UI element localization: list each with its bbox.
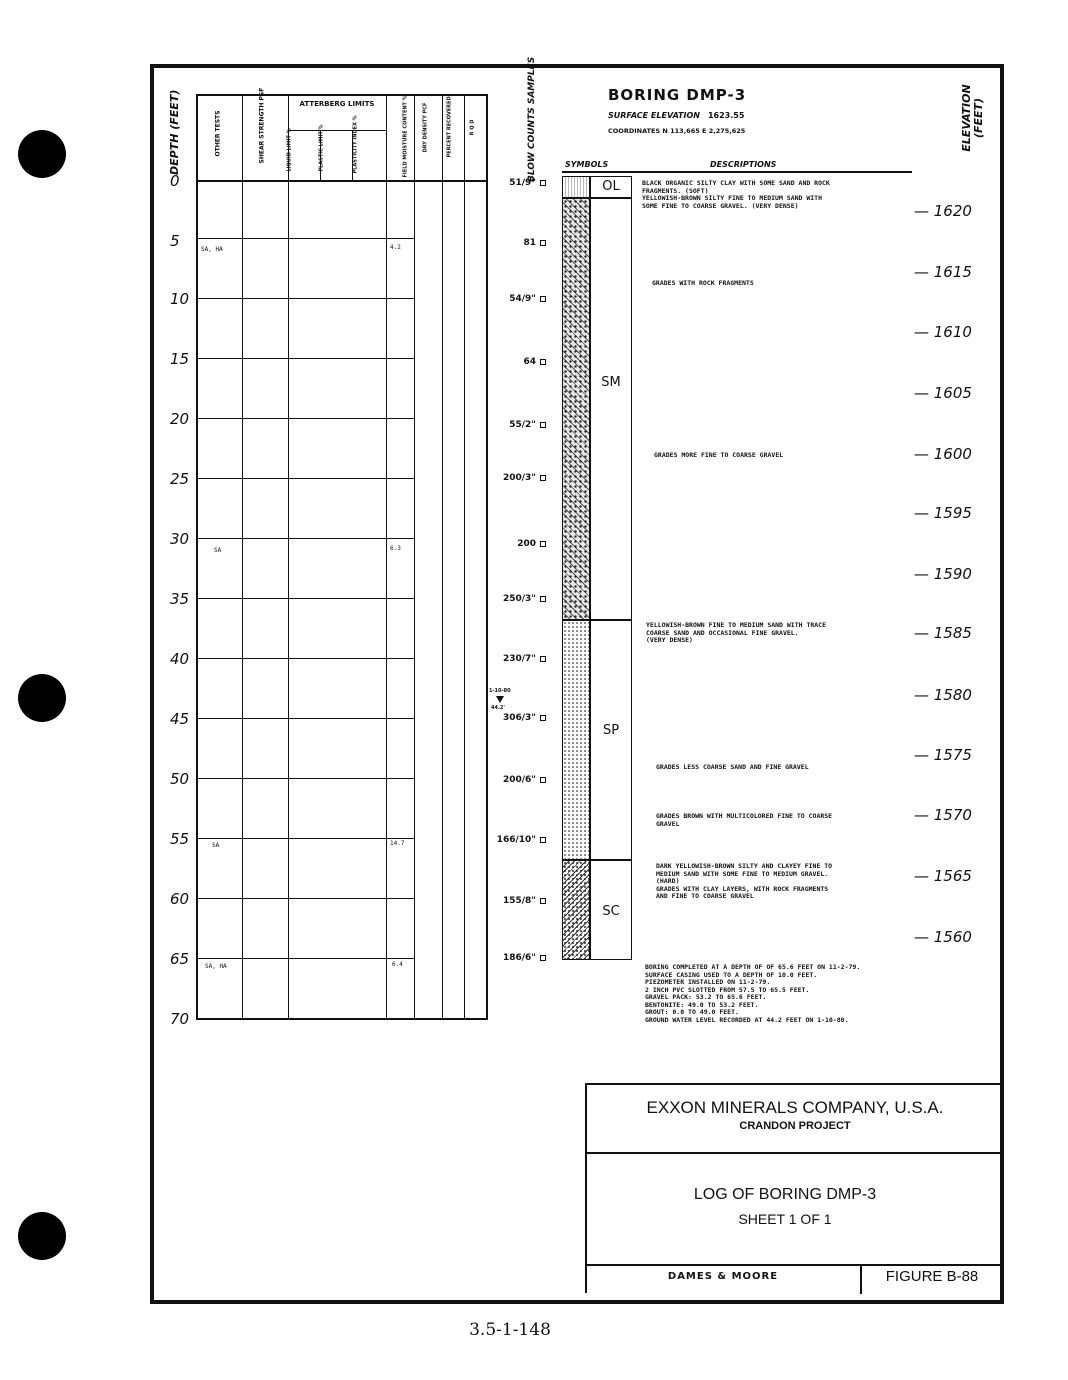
other-tests-value: SA, HA xyxy=(205,963,227,970)
punch-hole xyxy=(18,674,66,722)
depth-tick: 50 xyxy=(170,770,190,788)
ol-symbol xyxy=(562,176,590,198)
blow-count: 200/6" xyxy=(502,775,536,785)
elevation-tick: — 1580 xyxy=(914,686,972,704)
stratum-sp: SP xyxy=(590,620,632,860)
punch-hole xyxy=(18,1212,66,1260)
sample-icon xyxy=(540,955,546,961)
sample-icon xyxy=(540,596,546,602)
depth-tick: 20 xyxy=(170,410,190,428)
depth-tick: 70 xyxy=(170,1010,190,1028)
sample-icon xyxy=(540,359,546,365)
blow-count: 306/3" xyxy=(502,713,536,723)
title-block-divider xyxy=(585,1152,1003,1154)
stratum-sc: SC xyxy=(590,860,632,960)
depth-header: DEPTH (FEET) xyxy=(168,89,181,175)
moisture-value: 4.2 xyxy=(390,244,401,251)
blow-count: 155/8" xyxy=(502,896,536,906)
elevation-tick: — 1585 xyxy=(914,624,972,642)
description: GRADES BROWN WITH MULTICOLORED FINE TO COARSE GRAVEL xyxy=(656,812,833,828)
sample-icon xyxy=(540,656,546,662)
depth-tick: 55 xyxy=(170,830,190,848)
depth-tick: 40 xyxy=(170,650,190,668)
elevation-tick: — 1565 xyxy=(914,867,972,885)
liquid-limit-header: LIQUID LIMIT % xyxy=(286,128,293,172)
plasticity-index-header: PLASTICITY INDEX % xyxy=(352,115,359,174)
boring-title: BORING DMP-3 xyxy=(608,86,747,104)
blow-count: 200 xyxy=(517,539,536,549)
elevation-tick: — 1560 xyxy=(914,928,972,946)
company-name: EXXON MINERALS COMPANY, U.S.A. xyxy=(646,1098,944,1117)
sc-symbol xyxy=(562,860,590,960)
description: YELLOWISH-BROWN FINE TO MEDIUM SAND WITH TRACE COARSE SAND AND OCCASIONAL FINE GRAVEL. (VERY DENSE) xyxy=(646,621,827,644)
sample-icon xyxy=(540,296,546,302)
elevation-tick: — 1575 xyxy=(914,746,972,764)
depth-tick: 35 xyxy=(170,590,190,608)
depth-tick: 45 xyxy=(170,710,190,728)
sample-icon xyxy=(540,837,546,843)
elevation-tick: — 1590 xyxy=(914,565,972,583)
depth-tick: 5 xyxy=(170,232,180,250)
descriptions-header: DESCRIPTIONS xyxy=(710,160,777,169)
elevation-tick: — 1595 xyxy=(914,504,972,522)
sample-icon xyxy=(540,180,546,186)
sample-icon xyxy=(540,898,546,904)
sample-icon xyxy=(540,541,546,547)
elevation-tick: — 1570 xyxy=(914,806,972,824)
boring-notes: BORING COMPLETED AT A DEPTH OF OF 65.6 FEET ON 11-2-79. SURFACE CASING USED TO A DEPTH OF 10.0 FEET. PIEZOMETER INSTALLED ON 11-2-79. 2 INCH PVC SLOTTED FROM 57.5 TO 65.5 FEET. GRAVEL PACK: 53.2 TO 65.6 FEET. BENTONITE: 49.0 TO 53.2 FEET. GROUT: 0.0 TO 49.0 FEET. GROUND WATER LEVEL RECORDED AT 44.2 FEET ON 1-10-80. xyxy=(645,963,861,1024)
other-tests-value: SA xyxy=(214,547,222,554)
sample-icon xyxy=(540,475,546,481)
test-data-grid xyxy=(196,87,488,1020)
water-level-icon xyxy=(496,696,504,703)
coordinates: COORDINATES N 113,665 E 2,275,625 xyxy=(608,127,746,135)
plastic-limit-header: PLASTIC LIMIT % xyxy=(318,124,325,172)
moisture-header: FIELD MOISTURE CONTENT % xyxy=(402,95,409,178)
depth-tick: 60 xyxy=(170,890,190,908)
sample-icon xyxy=(540,422,546,428)
blow-count: 166/10" xyxy=(496,835,536,845)
depth-tick: 30 xyxy=(170,530,190,548)
blow-count: 200/3" xyxy=(502,473,536,483)
sample-icon xyxy=(540,777,546,783)
header-rule xyxy=(562,171,912,173)
blow-counts-header: BLOW COUNTS SAMPLES xyxy=(527,56,537,182)
elevation-tick: — 1605 xyxy=(914,384,972,402)
atterberg-header: ATTERBERG LIMITS xyxy=(299,100,375,108)
depth-tick: 15 xyxy=(170,350,190,368)
punch-hole xyxy=(18,130,66,178)
figure-number: FIGURE B-88 xyxy=(885,1268,979,1285)
title-block-divider xyxy=(585,1264,1003,1266)
stratum-ol: OL xyxy=(590,176,632,198)
moisture-value: 14.7 xyxy=(390,840,405,847)
elevation-tick: — 1615 xyxy=(914,263,972,281)
sm-symbol xyxy=(562,198,590,620)
firm-name: DAMES & MOORE xyxy=(667,1271,779,1282)
description: BLACK ORGANIC SILTY CLAY WITH SOME SAND AND ROCK FRAGMENTS. (SOFT) YELLOWISH-BROWN SILTY FINE TO MEDIUM SAND WITH SOME FINE TO COARSE GRAVEL. (VERY DENSE) xyxy=(642,179,830,210)
moisture-value: 6.4 xyxy=(392,961,403,968)
description: DARK YELLOWISH-BROWN SILTY AND CLAYEY FINE TO MEDIUM SAND WITH SOME FINE TO MEDIUM GRAVEL. (HARD) GRADES WITH CLAY LAYERS, WITH ROCK FRAGMENTS AND FINE TO COARSE GRAVEL xyxy=(656,862,833,900)
blow-count: 250/3" xyxy=(502,594,536,604)
blow-count: 186/6" xyxy=(502,953,536,963)
sample-icon xyxy=(540,240,546,246)
elevation-tick: — 1610 xyxy=(914,323,972,341)
elevation-tick: — 1620 xyxy=(914,202,972,220)
description: GRADES MORE FINE TO COARSE GRAVEL xyxy=(654,451,784,459)
page-number: 3.5-1-148 xyxy=(469,1320,551,1340)
stratum-sm: SM xyxy=(590,198,632,620)
depth-tick: 25 xyxy=(170,470,190,488)
sheet-number: SHEET 1 OF 1 xyxy=(738,1211,832,1227)
blow-count: 81 xyxy=(523,238,536,248)
depth-tick: 10 xyxy=(170,290,190,308)
rqd-header: R Q D xyxy=(469,119,476,136)
percent-recovered-header: PERCENT RECOVERED xyxy=(446,96,453,158)
water-level-depth: 44.2' xyxy=(491,705,505,711)
blow-count: 51/9" xyxy=(509,178,536,188)
symbols-header: SYMBOLS xyxy=(565,160,609,169)
description: GRADES WITH ROCK FRAGMENTS xyxy=(652,279,754,287)
depth-tick: 0 xyxy=(170,172,180,190)
other-tests-value: SA xyxy=(212,842,220,849)
other-tests-value: SA, HA xyxy=(201,246,223,253)
blow-count: 64 xyxy=(523,357,536,367)
description: GRADES LESS COARSE SAND AND FINE GRAVEL xyxy=(656,763,809,771)
elevation-tick: — 1600 xyxy=(914,445,972,463)
other-tests-header: OTHER TESTS xyxy=(214,110,222,157)
log-title: LOG OF BORING DMP-3 xyxy=(693,1186,877,1203)
sample-icon xyxy=(540,715,546,721)
surface-elevation: SURFACE ELEVATION 1623.55 xyxy=(608,111,745,120)
moisture-value: 6.3 xyxy=(390,545,401,552)
project-name: CRANDON PROJECT xyxy=(739,1120,851,1132)
dry-density-header: DRY DENSITY PCF xyxy=(422,102,429,153)
blow-count: 230/7" xyxy=(502,654,536,664)
water-level-date: 1-10-80 xyxy=(489,688,511,694)
blow-count: 55/2" xyxy=(509,420,536,430)
depth-tick: 65 xyxy=(170,950,190,968)
blow-count: 54/9" xyxy=(509,294,536,304)
shear-strength-header: SHEAR STRENGTH PSF xyxy=(258,87,266,164)
elevation-header: ELEVATION (FEET) xyxy=(960,84,985,152)
sp-symbol xyxy=(562,620,590,860)
